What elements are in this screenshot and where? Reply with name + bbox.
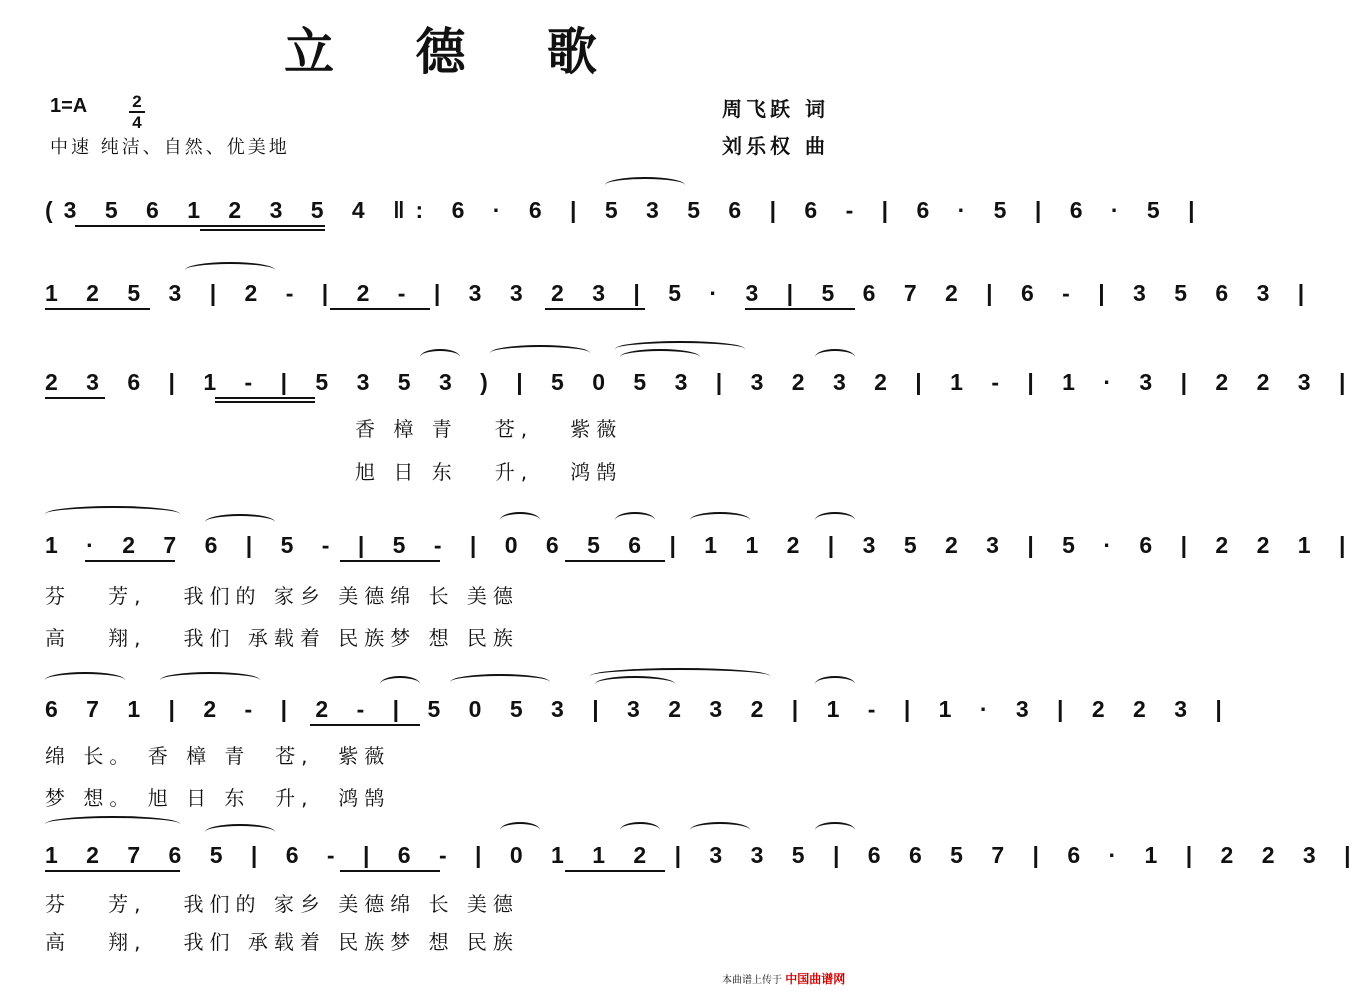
- beam: [45, 870, 180, 872]
- slur: [500, 822, 540, 838]
- slur: [620, 822, 660, 838]
- slur: [595, 676, 675, 692]
- beam: [545, 308, 645, 310]
- slur: [815, 512, 855, 528]
- score-row-6: [45, 838, 1362, 888]
- slur: [160, 672, 260, 688]
- notation-line: (3 5 6 1 2 3 5 4 ‖: 6 · 6 | 5 3 5 6 | 6 - | 6 · 5 | 6 · 5 |: [45, 197, 1206, 223]
- slur: [420, 349, 460, 365]
- footer-text: 本曲谱上传于: [722, 975, 782, 986]
- beam: [75, 225, 325, 227]
- score-row-5: [45, 692, 1233, 742]
- key-signature: 1=A: [50, 95, 88, 117]
- beam: [200, 229, 325, 231]
- slur: [450, 674, 550, 690]
- site-logo[interactable]: 中国曲谱网: [785, 972, 846, 986]
- song-title: 立 德 歌: [284, 23, 629, 81]
- lyric-verse-1: 芬 芳, 我们的 家乡 美德绵 长 美德: [45, 584, 519, 608]
- slur: [690, 512, 750, 528]
- slur: [500, 512, 540, 528]
- beam: [340, 870, 440, 872]
- notation-line: 2 3 6 | 1 - | 5 3 5 3 ) | 5 0 5 3 | 3 2 3 2 | 1 - | 1 · 3 | 2 2 3 |: [45, 369, 1357, 395]
- slur: [605, 177, 685, 193]
- time-signature: [128, 92, 146, 132]
- notation-line: 1 · 2 7 6 | 5 - | 5 - | 0 6 5 6 | 1 1 2 | 3 5 2 3 | 5 · 6 | 2 2 1 |: [45, 532, 1357, 558]
- lyric-verse-2: 高 翔, 我们 承载着 民族梦 想 民族: [45, 626, 519, 650]
- slur: [815, 822, 855, 838]
- notation-line: 1 2 7 6 5 | 6 - | 6 - | 0 1 1 2 | 3 3 5 | 6 6 5 7 | 6 · 1 | 2 2 3 |: [45, 842, 1362, 868]
- notation-line: 6 7 1 | 2 - | 2 - | 5 0 5 3 | 3 2 3 2 | 1 - | 1 · 3 | 2 2 3 |: [45, 696, 1233, 722]
- slur: [620, 349, 700, 365]
- slur: [205, 514, 275, 530]
- score-row-3: [45, 365, 1357, 415]
- time-bottom: 4: [132, 113, 142, 132]
- slur: [815, 676, 855, 692]
- beam: [565, 560, 665, 562]
- score-row-4: [45, 528, 1357, 578]
- score-row-2: [45, 276, 1316, 326]
- composer-credit: 刘乐权 曲: [722, 134, 829, 158]
- beam: [45, 397, 105, 399]
- slur: [380, 676, 420, 692]
- beam: [215, 401, 315, 403]
- slur: [615, 512, 655, 528]
- beam: [330, 308, 430, 310]
- slur: [185, 262, 275, 278]
- slur: [490, 345, 590, 361]
- lyric-verse-1: 芬 芳, 我们的 家乡 美德绵 长 美德: [45, 892, 519, 916]
- notation-line: 1 2 5 3 | 2 - | 2 - | 3 3 2 3 | 5 · 3 | 5 6 7 2 | 6 - | 3 5 6 3 |: [45, 280, 1316, 306]
- lyric-verse-2: 梦 想。 旭 日 东 升, 鸿鹄: [45, 786, 391, 810]
- beam: [745, 308, 855, 310]
- slur: [45, 506, 180, 522]
- source-footer: [722, 970, 845, 987]
- tempo-marking: 中速 纯洁、自然、优美地: [50, 137, 290, 158]
- beam: [85, 560, 175, 562]
- lyric-verse-2: 旭 日 东 升, 鸿鹄: [355, 460, 623, 484]
- beam: [215, 397, 315, 399]
- beam: [45, 308, 150, 310]
- slur: [690, 822, 750, 838]
- time-top: 2: [132, 92, 142, 111]
- slur: [45, 672, 125, 688]
- lyric-verse-2: 高 翔, 我们 承载着 民族梦 想 民族: [45, 930, 519, 954]
- lyric-verse-1: 香 樟 青 苍, 紫薇: [355, 417, 623, 441]
- lyricist-credit: 周飞跃 词: [722, 97, 829, 121]
- slur: [815, 349, 855, 365]
- beam: [565, 870, 665, 872]
- beam: [310, 724, 420, 726]
- beam: [340, 560, 440, 562]
- slur: [45, 816, 180, 832]
- lyric-verse-1: 绵 长。 香 樟 青 苍, 紫薇: [45, 744, 391, 768]
- slur: [205, 824, 275, 840]
- score-row-1: [45, 193, 1206, 243]
